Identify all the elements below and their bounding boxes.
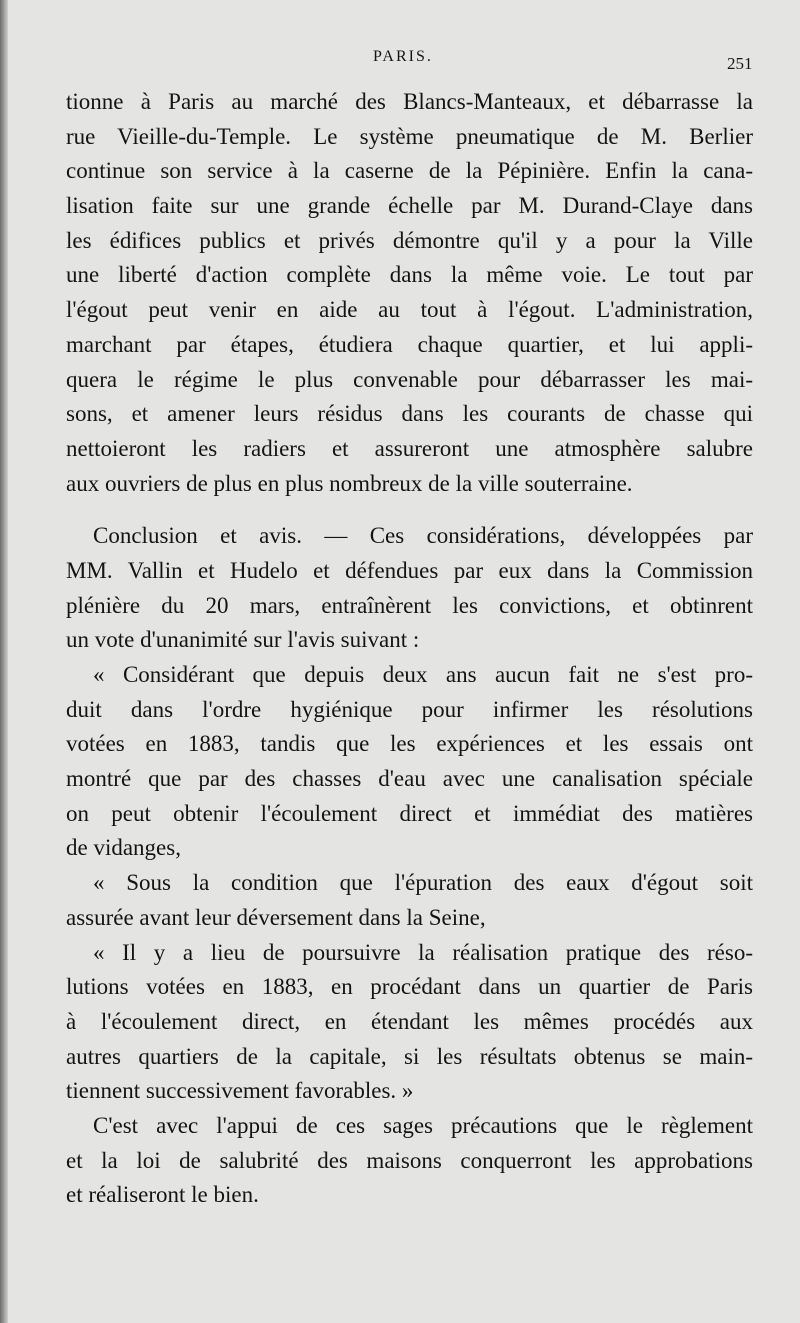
text-line: lisation faite sur une grande échelle par M. Durand-Claye dans [66,193,753,219]
text-line: « Il y a lieu de poursuivre la réalisation pratique des réso- [93,939,753,965]
text-line: « Sous la condition que l'épuration des eaux d'égout soit [93,870,753,896]
text-line: montré que par des chasses d'eau avec une canalisation spéciale [66,766,753,792]
paragraph-conclusion [66,519,753,658]
text-line: et réaliseront le bien. [66,1182,259,1208]
text-line: plénière du 20 mars, entraînèrent les convictions, et obtinrent [66,592,753,618]
text-line: continue son service à la caserne de la Pépinière. Enfin la cana- [66,158,753,184]
body-text [66,85,753,1213]
running-title: PARIS. [373,48,433,65]
text-line: Conclusion et avis. — Ces considérations, développées par [93,523,753,549]
text-line: lutions votées en 1883, en procédant dans un quartier de Paris [66,974,753,1000]
text-line: on peut obtenir l'écoulement direct et immédiat des matières [66,800,753,826]
text-line: duit dans l'ordre hygiénique pour infirmer les résolutions [66,696,753,722]
page-number: 251 [727,54,753,73]
page-edge-shadow [0,0,8,1323]
text-line: C'est avec l'appui de ces sages précautions que le règlement [93,1112,753,1138]
text-line: aux ouvriers de plus en plus nombreux de la ville souterraine. [66,470,633,496]
text-line: de vidanges, [66,835,181,861]
text-line: votées en 1883, tandis que les expériences et les essais ont [66,731,753,757]
text-line: rue Vieille-du-Temple. Le système pneumatique de M. Berlier [66,123,753,149]
paragraph-considerant [66,658,753,866]
paragraph-condition [66,866,753,935]
text-line: sons, et amener leurs résidus dans les courants de chasse qui [66,401,753,427]
text-line: marchant par étapes, étudiera chaque quartier, et lui appli- [66,331,753,357]
paragraph-resolution [66,936,753,1109]
text-line: l'égout peut venir en aide au tout à l'égout. L'administration, [66,297,753,323]
text-line: un vote d'unanimité sur l'avis suivant : [66,627,420,653]
paragraph-sewer-systems [66,85,753,501]
text-line: les édifices publics et privés démontre qu'il y a pour la Ville [66,227,753,253]
paragraph-closing [66,1109,753,1213]
text-line: tiennent successivement favorables. » [66,1078,414,1104]
text-line: quera le régime le plus convenable pour débarrasser les mai- [66,366,753,392]
text-line: une liberté d'action complète dans la même voie. Le tout par [66,262,753,288]
text-line: à l'écoulement direct, en étendant les mêmes procédés aux [66,1008,753,1034]
text-line: MM. Vallin et Hudelo et défendues par eux dans la Commission [66,557,753,583]
text-line: « Considérant que depuis deux ans aucun fait ne s'est pro- [93,662,753,687]
text-line: et la loi de salubrité des maisons conquerront les approbations [66,1147,753,1173]
running-header [0,44,800,74]
text-line: autres quartiers de la capitale, si les résultats obtenus se main- [66,1043,753,1069]
text-line: assurée avant leur déversement dans la Seine, [66,904,486,930]
text-line: nettoieront les radiers et assureront une atmosphère salubre [66,435,753,461]
text-line: tionne à Paris au marché des Blancs-Manteaux, et débarrasse la [66,89,753,114]
